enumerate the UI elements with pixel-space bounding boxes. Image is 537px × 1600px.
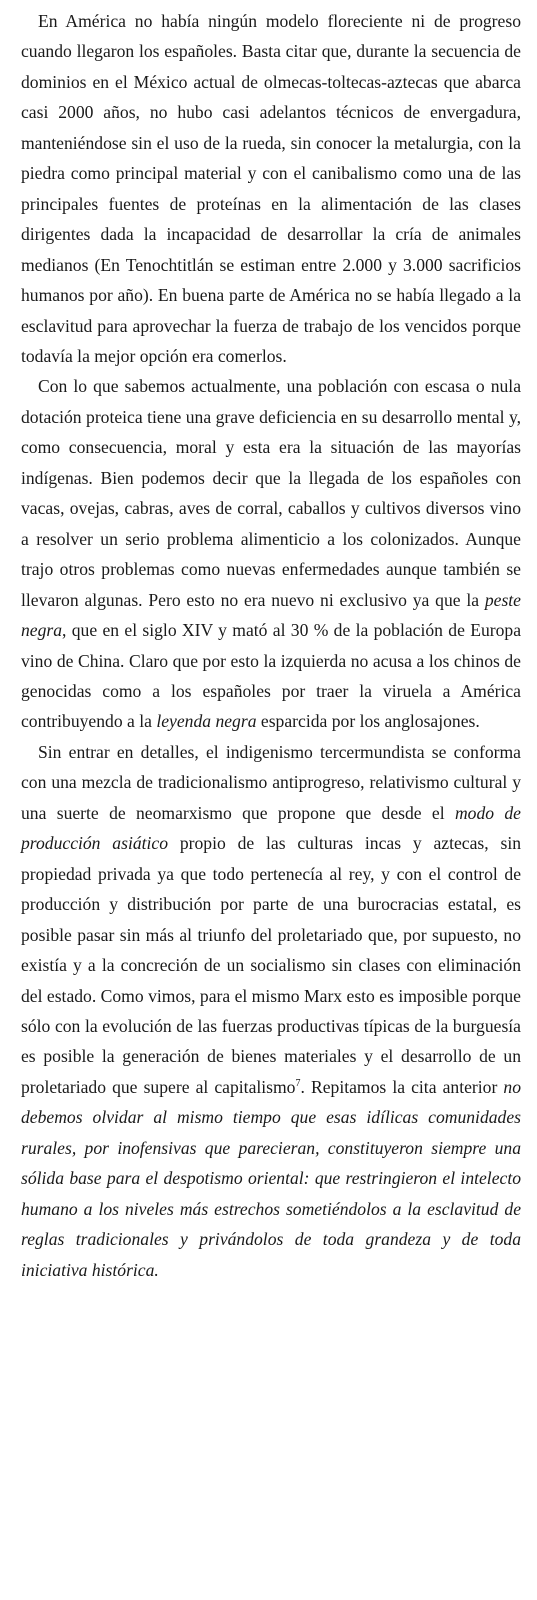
text-run: Sin entrar en detalles, el indigenismo tercermundista se conforma con una mezcla de tradicionalismo antiprogreso, relativismo cultural y una suerte de neomarxismo que propone que desde el [21, 741, 521, 823]
paragraph [21, 371, 521, 736]
text-run: En América no había ningún modelo floreciente ni de progreso cuando llegaron los españoles. Basta citar que, durante la secuencia de dominios en el México actual de olmecas-toltecas-aztecas que abarca casi 2000 años, no hubo casi adelantos técnicos de envergadura, manteniéndose sin el uso de la rueda, sin conocer la metalurgia, con la piedra como principal material y con el canibalismo como una de las principales fuentes de proteínas en la alimentación de las clases dirigentes dada la incapacidad de desarrollar la cría de animales medianos (En Tenochtitlán se estiman entre 2.000 y 3.000 sacrificios humanos por año). En buena parte de América no se había llegado a la esclavitud para aprovechar la fuerza de trabajo de los vencidos porque todavía la mejor opción era comerlos. [21, 11, 521, 366]
text-run: Con lo que sabemos actualmente, una población con escasa o nula dotación proteica tiene una grave deficiencia en su desarrollo mental y, como consecuencia, moral y esta era la situación de las mayorías indígenas. Bien podemos decir que la llegada de los españoles con vacas, ovejas, cabras, aves de corral, caballos y cultivos diversos vino a resolver un serio problema alimenticio a los colonizados. Aunque trajo otros problemas como nuevas enfermedades aunque también se llevaron algunas. Pero esto no era nuevo ni exclusivo ya que la [21, 376, 521, 610]
italic-term: leyenda negra [156, 711, 257, 732]
text-run: . Repitamos la cita anterior [300, 1076, 504, 1097]
italic-term: peste negra [21, 589, 521, 641]
italic-quote: no debemos olvidar al mismo tiempo que esas idílicas comunidades rurales, por inofensivas que parecieran, constituyeron siempre una sólida base para el despotismo oriental: que restringieron el intelecto humano a los niveles más estrechos sometiéndolos a la esclavitud de reglas tradicionales y privándolos de toda grandeza y de toda iniciativa histórica. [21, 1076, 521, 1280]
paragraph [21, 737, 521, 1285]
italic-term: modo de producción asiático [21, 802, 521, 854]
paragraph [21, 6, 521, 371]
text-run: esparcida por los anglosajones. [256, 711, 480, 732]
text-run: , que en el siglo XIV y mató al 30 % de la población de Europa vino de China. Claro que por esto la izquierda no acusa a los chinos de genocidas como a los españoles por traer la viruela a América contribuyendo a la [21, 620, 521, 732]
footnote-reference: 7 [295, 1078, 301, 1089]
body-text [21, 6, 521, 1285]
text-run: propio de las culturas incas y aztecas, sin propiedad privada ya que todo pertenecía al rey, y con el control de producción y distribución por parte de una burocracias estatal, es posible pasar sin más al triunfo del proletariado que, por supuesto, no existía y a la concreción de un socialismo sin clases con eliminación del estado. Como vimos, para el mismo Marx esto es imposible porque sólo con la evolución de las fuerzas productivas típicas de la burguesía es posible la generación de bienes materiales y el desarrollo de un proletariado que supere al capitalismo [21, 833, 521, 1097]
